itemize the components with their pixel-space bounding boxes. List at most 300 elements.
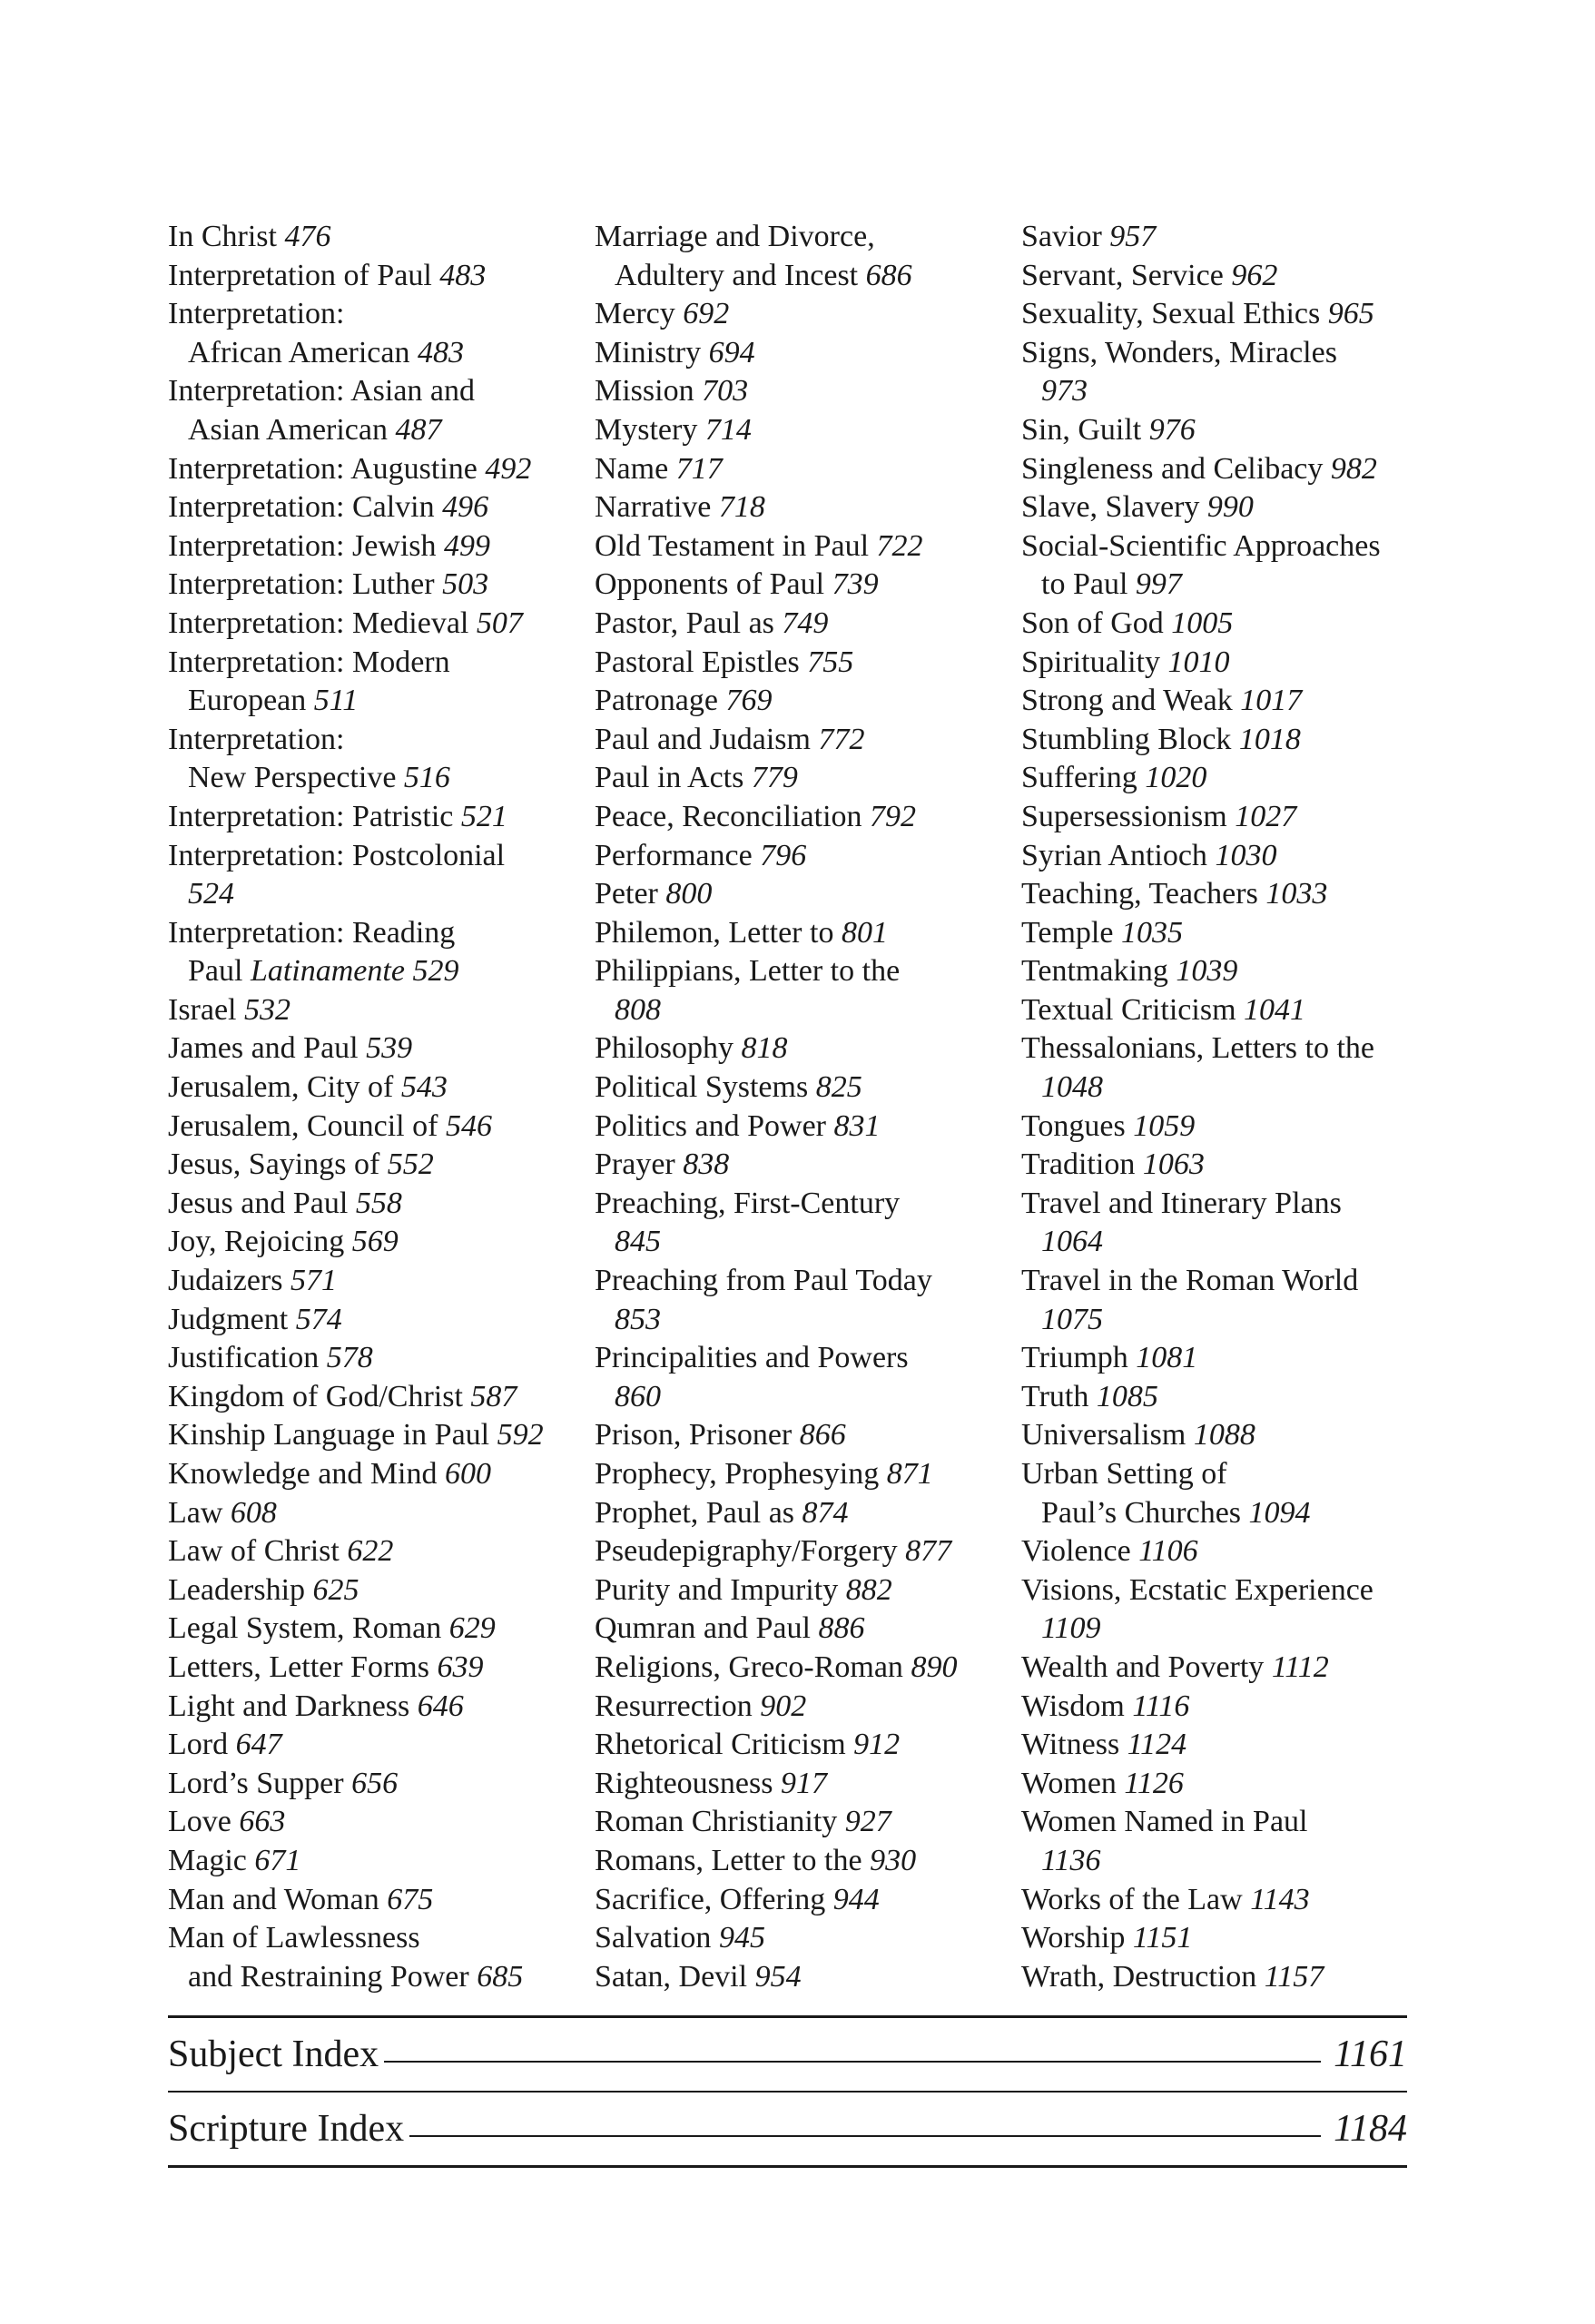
contents-entry [168, 1185, 595, 1224]
entry-page-number: 755 [807, 645, 854, 679]
contents-entry [595, 1571, 1021, 1610]
contents-entry [168, 1765, 595, 1804]
contents-entry [595, 334, 1021, 373]
entry-title: Jesus, Sayings of [168, 1147, 388, 1182]
entry-page-number: 954 [754, 1959, 802, 1994]
contents-entry [168, 837, 595, 876]
scripture-index-label: Scripture Index [168, 2108, 405, 2150]
entry-page-number: 997 [1135, 567, 1182, 602]
entry-page-number: 1124 [1127, 1728, 1187, 1762]
entry-page-number: 800 [665, 877, 713, 911]
contents-entry [595, 1532, 1021, 1571]
contents-entry [595, 1842, 1021, 1881]
entry-title: Syrian Antioch [1021, 838, 1216, 872]
contents-entry [595, 1262, 1021, 1301]
contents-entry [1021, 1571, 1421, 1610]
contents-entry [595, 721, 1021, 760]
contents-entry [595, 644, 1021, 683]
entry-page-number: 496 [442, 490, 489, 525]
contents-entry [595, 1494, 1021, 1533]
entry-page-number: 543 [400, 1070, 448, 1105]
entry-page-number: 1059 [1133, 1108, 1196, 1143]
contents-entry [1021, 1919, 1421, 1958]
contents-entry [1021, 1958, 1421, 1997]
contents-entry [595, 488, 1021, 527]
entry-page-number: 574 [295, 1302, 342, 1336]
contents-entry [1021, 1301, 1421, 1340]
entry-title: Adultery and Incest [615, 258, 866, 292]
entry-page-number: 1017 [1240, 684, 1303, 718]
entry-page-number: 779 [751, 761, 798, 795]
entry-title: Prophecy, Prophesying [595, 1457, 887, 1491]
entry-page-number: 511 [313, 684, 359, 718]
contents-entry [168, 1494, 595, 1533]
contents-entry [1021, 1223, 1421, 1262]
contents-entry [168, 1301, 595, 1340]
entry-page-number: 714 [704, 412, 752, 447]
entry-page-number: 703 [702, 374, 749, 409]
entry-title: Righteousness [595, 1766, 781, 1800]
entry-page-number: 1048 [1041, 1070, 1103, 1105]
entry-title: Worship [1021, 1921, 1133, 1955]
entry-page-number: 1157 [1264, 1959, 1324, 1994]
contents-entry [595, 1068, 1021, 1108]
entry-title: Witness [1021, 1728, 1127, 1762]
contents-entry [1021, 1108, 1421, 1147]
entry-page-number: 927 [844, 1805, 891, 1839]
entry-page-number: 1039 [1176, 954, 1238, 989]
entry-page-number: 874 [802, 1495, 849, 1530]
entry-title: Women [1021, 1766, 1125, 1800]
contents-entry [168, 1571, 595, 1610]
contents-entry [595, 991, 1021, 1030]
entry-title: Letters, Letter Forms [168, 1649, 438, 1684]
entry-page-number: 622 [347, 1534, 394, 1569]
entry-page-number: 838 [683, 1147, 730, 1182]
entry-title: Salvation [595, 1921, 719, 1955]
entry-page-number: 529 [412, 954, 459, 989]
entry-title: Principalities and Powers [595, 1341, 909, 1375]
contents-entry [595, 605, 1021, 644]
contents-entry [595, 372, 1021, 411]
contents-entry [1021, 914, 1421, 953]
entry-title: Knowledge and Mind [168, 1457, 446, 1491]
contents-entry [1021, 566, 1421, 605]
contents-entry [168, 1842, 595, 1881]
entry-title: Philippians, Letter to the [595, 954, 901, 989]
contents-entry [1021, 1726, 1421, 1765]
contents-entry [595, 1610, 1021, 1649]
entry-title: Romans, Letter to the [595, 1843, 871, 1877]
entry-title: Light and Darkness [168, 1689, 418, 1723]
contents-entry [595, 295, 1021, 334]
entry-page-number: 476 [284, 220, 331, 253]
contents-entry [1021, 875, 1421, 914]
entry-page-number: 483 [439, 258, 487, 292]
entry-title: Name [595, 451, 676, 486]
contents-entry [1021, 411, 1421, 450]
contents-entry [595, 682, 1021, 721]
entry-page-number: 483 [418, 335, 464, 369]
contents-entry [595, 450, 1021, 489]
entry-title: Interpretation: Modern [168, 645, 450, 679]
entry-page-number: 524 [188, 877, 234, 911]
entry-title: Leadership [168, 1572, 313, 1607]
entry-page-number: 1027 [1235, 799, 1297, 833]
contents-entry [1021, 1455, 1421, 1494]
contents-entry [595, 1108, 1021, 1147]
entry-title: Kingdom of God/Christ [168, 1379, 471, 1413]
entry-title: New Perspective [188, 761, 404, 795]
entry-page-number: 608 [230, 1495, 277, 1530]
entry-page-number: 866 [799, 1418, 846, 1452]
entry-page-number: 1116 [1132, 1689, 1190, 1723]
entry-title: Textual Criticism [1021, 992, 1245, 1027]
entry-page-number: 957 [1109, 220, 1157, 253]
contents-entry [168, 527, 595, 566]
entry-page-number: 886 [818, 1611, 865, 1646]
entry-page-number: 1081 [1136, 1341, 1198, 1375]
entry-page-number: 592 [497, 1418, 544, 1452]
contents-entry [595, 1339, 1021, 1378]
contents-entry [1021, 1881, 1421, 1920]
entry-title: Slave, Slavery [1021, 490, 1207, 525]
entry-title: Israel [168, 992, 245, 1027]
entry-title: Interpretation: Jewish [168, 528, 445, 563]
entry-title: European [188, 684, 314, 718]
entry-page-number: 792 [870, 799, 917, 833]
entry-title: Travel and Itinerary Plans [1021, 1186, 1342, 1220]
entry-title: Lord’s Supper [168, 1766, 352, 1800]
contents-entry [168, 1029, 595, 1068]
entry-title: Jerusalem, City of [168, 1070, 401, 1105]
contents-entry [1021, 952, 1421, 991]
entry-title: and Restraining Power [188, 1959, 478, 1994]
contents-entry [168, 257, 595, 296]
entry-page-number: 990 [1206, 490, 1254, 525]
entry-page-number: 600 [445, 1457, 492, 1491]
contents-entry [595, 1185, 1021, 1224]
entry-page-number: 801 [841, 915, 888, 950]
entry-title: Lord [168, 1728, 236, 1762]
entry-page-number: 1020 [1145, 761, 1207, 795]
contents-entry [1021, 1185, 1421, 1224]
contents-entry [1021, 257, 1421, 296]
contents-entry [168, 914, 595, 953]
contents-entry [168, 566, 595, 605]
entry-page-number: 1094 [1248, 1495, 1311, 1530]
entry-title: Performance [595, 838, 761, 872]
entry-page-number: 694 [708, 335, 755, 369]
contents-entry [595, 1416, 1021, 1455]
entry-title: Visions, Ecstatic Experience [1021, 1572, 1373, 1607]
entry-page-number: 521 [460, 799, 507, 833]
entry-title: Jerusalem, Council of [168, 1108, 446, 1143]
entry-title: Mercy [595, 297, 684, 331]
entry-page-number: 1010 [1167, 645, 1230, 679]
contents-entry [595, 1378, 1021, 1417]
entry-title: Paul’s Churches [1041, 1495, 1249, 1530]
entry-title: Politics and Power [595, 1108, 834, 1143]
entry-page-number: 539 [366, 1031, 413, 1066]
entry-title: Qumran and Paul [595, 1611, 819, 1646]
contents-entry [168, 1649, 595, 1688]
entry-title: Interpretation: Luther [168, 567, 443, 602]
entry-title: Thessalonians, Letters to the [1021, 1031, 1375, 1066]
entry-page-number: 1088 [1193, 1418, 1255, 1452]
entry-page-number: 503 [442, 567, 489, 602]
entry-title: Wisdom [1021, 1689, 1133, 1723]
entry-title: Prison, Prisoner [595, 1418, 800, 1452]
contents-entry [595, 952, 1021, 991]
contents-entry [1021, 1610, 1421, 1649]
entry-page-number: 772 [818, 722, 865, 756]
contents-entry [1021, 1532, 1421, 1571]
entry-page-number: 558 [355, 1186, 402, 1220]
entry-page-number: 685 [477, 1959, 524, 1994]
entry-page-number: 663 [239, 1805, 286, 1839]
contents-entry [168, 1223, 595, 1262]
entry-title: Old Testament in Paul [595, 528, 877, 563]
entry-page-number: 965 [1327, 297, 1374, 331]
entry-title: Interpretation: [168, 722, 345, 756]
entry-page-number: 546 [445, 1108, 492, 1143]
contents-entry [168, 334, 595, 373]
contents-entry [168, 372, 595, 411]
contents-entry [595, 1146, 1021, 1185]
entry-title: Tradition [1021, 1147, 1143, 1182]
contents-entry [1021, 1378, 1421, 1417]
entry-page-number: 1064 [1041, 1225, 1103, 1259]
entry-title: Wealth and Poverty [1021, 1649, 1272, 1684]
entry-title: Narrative [595, 490, 719, 525]
contents-entry [1021, 991, 1421, 1030]
contents-entry [595, 411, 1021, 450]
contents-entry [1021, 527, 1421, 566]
entry-title: Social-Scientific Approaches [1021, 528, 1381, 563]
entry-title: Urban Setting of [1021, 1457, 1227, 1491]
entry-title: Philemon, Letter to [595, 915, 842, 950]
entry-page-number: 639 [437, 1649, 484, 1684]
contents-entry [168, 952, 595, 991]
contents-entry [168, 1881, 595, 1920]
contents-entry [168, 1958, 595, 1997]
contents-column-3 [1021, 218, 1421, 1996]
entry-title: Legal System, Roman [168, 1611, 449, 1646]
contents-entry [595, 1881, 1021, 1920]
entry-page-number: 656 [351, 1766, 399, 1800]
contents-column-1 [168, 218, 595, 1996]
entry-title: Resurrection [595, 1689, 761, 1723]
entry-page-number: 1035 [1120, 915, 1183, 950]
entry-page-number: 877 [905, 1534, 952, 1569]
contents-entry [168, 1803, 595, 1842]
entry-title: Pastoral Epistles [595, 645, 808, 679]
entry-title: Philosophy [595, 1031, 742, 1066]
contents-entry [595, 914, 1021, 953]
entry-title: Interpretation: [168, 297, 345, 331]
contents-entry [1021, 488, 1421, 527]
contents-column-2 [595, 218, 1021, 1996]
entry-page-number: 722 [876, 528, 923, 563]
entry-title: Rhetorical Criticism [595, 1728, 854, 1762]
entry-page-number: 962 [1231, 258, 1278, 292]
entry-title: Law [168, 1495, 231, 1530]
contents-entry [1021, 721, 1421, 760]
contents-entry [1021, 1494, 1421, 1533]
contents-entry [168, 1146, 595, 1185]
contents-entry [595, 218, 1021, 257]
contents-columns [168, 218, 1421, 1996]
entry-title: Opponents of Paul [595, 567, 832, 602]
entry-title: Interpretation: Postcolonial [168, 838, 506, 872]
contents-entry [1021, 759, 1421, 798]
entry-title: Roman Christianity [595, 1805, 845, 1839]
contents-entry [168, 1532, 595, 1571]
subject-index-label: Subject Index [168, 2034, 379, 2075]
entry-title: Magic [168, 1843, 255, 1877]
contents-entry [168, 488, 595, 527]
entry-page-number: 1085 [1096, 1379, 1158, 1413]
entry-page-number: 1106 [1138, 1534, 1198, 1569]
entry-title: Preaching, First-Century [595, 1186, 901, 1220]
contents-entry [595, 1726, 1021, 1765]
entry-page-number: 1143 [1250, 1882, 1310, 1916]
contents-entry [595, 837, 1021, 876]
entry-page-number: 917 [780, 1766, 827, 1800]
entry-title: Suffering [1021, 761, 1146, 795]
contents-entry [168, 1688, 595, 1727]
contents-entry [1021, 1649, 1421, 1688]
entry-title: James and Paul [168, 1031, 367, 1066]
contents-entry [1021, 372, 1421, 411]
contents-entry [595, 1649, 1021, 1688]
contents-entry [595, 1223, 1021, 1262]
leader-line [409, 2135, 1321, 2137]
entry-title: Signs, Wonders, Miracles [1021, 335, 1337, 369]
contents-entry [1021, 1146, 1421, 1185]
entry-page-number: 1136 [1041, 1843, 1101, 1877]
contents-entry [1021, 218, 1421, 257]
contents-entry [168, 991, 595, 1030]
contents-entry [595, 566, 1021, 605]
entry-title: Sacrifice, Offering [595, 1882, 833, 1916]
entry-page-number: 945 [718, 1921, 765, 1955]
contents-entry [1021, 1765, 1421, 1804]
entry-title: Interpretation: Reading [168, 915, 456, 950]
entry-page-number: 808 [615, 992, 661, 1027]
index-section [168, 2015, 1407, 2168]
entry-title: Pseudepigraphy/Forgery [595, 1534, 906, 1569]
contents-entry [168, 1339, 595, 1378]
entry-page-number: 569 [351, 1225, 399, 1259]
entry-title: Travel in the Roman World [1021, 1264, 1359, 1298]
entry-title: Purity and Impurity [595, 1572, 846, 1607]
entry-title: Mission [595, 374, 703, 409]
entry-page-number: 487 [395, 412, 442, 447]
scripture-index-row [168, 2093, 1407, 2165]
entry-title: Political Systems [595, 1070, 816, 1105]
contents-entry [168, 875, 595, 914]
entry-page-number: 973 [1041, 374, 1088, 409]
contents-entry [595, 759, 1021, 798]
contents-entry [168, 759, 595, 798]
entry-page-number: 516 [403, 761, 450, 795]
contents-entry [168, 605, 595, 644]
subject-index-page: 1161 [1334, 2034, 1407, 2075]
entry-page-number: 1126 [1124, 1766, 1184, 1800]
entry-page-number: 912 [853, 1728, 901, 1762]
contents-entry [1021, 837, 1421, 876]
entry-page-number: 944 [832, 1882, 880, 1916]
contents-entry [595, 1803, 1021, 1842]
contents-entry [168, 1416, 595, 1455]
contents-entry [1021, 334, 1421, 373]
entry-title: Triumph [1021, 1341, 1137, 1375]
entry-page-number: 1109 [1041, 1611, 1101, 1646]
contents-entry [595, 257, 1021, 296]
contents-entry [1021, 682, 1421, 721]
contents-entry [168, 1919, 595, 1958]
entry-title: Man and Woman [168, 1882, 388, 1916]
entry-page-number: 1075 [1041, 1302, 1103, 1336]
contents-entry [1021, 1803, 1421, 1842]
entry-title: Marriage and Divorce, [595, 220, 875, 253]
entry-page-number: 882 [845, 1572, 892, 1607]
entry-title: Preaching from Paul Today [595, 1264, 932, 1298]
contents-entry [1021, 1029, 1421, 1068]
entry-title: Asian American [188, 412, 396, 447]
entry-title: Judgment [168, 1302, 296, 1336]
entry-page-number: 860 [615, 1379, 661, 1413]
entry-title: Sexuality, Sexual Ethics [1021, 297, 1328, 331]
contents-entry [168, 450, 595, 489]
contents-entry [168, 295, 595, 334]
entry-page-number: 686 [865, 258, 912, 292]
entry-title: Prayer [595, 1147, 684, 1182]
entry-page-number: 1005 [1171, 606, 1234, 640]
contents-entry [595, 1765, 1021, 1804]
entry-title: Ministry [595, 335, 709, 369]
entry-title: Pastor, Paul as [595, 606, 783, 640]
entry-page-number: 499 [444, 528, 491, 563]
entry-title: Temple [1021, 915, 1121, 950]
scripture-index-page: 1184 [1334, 2108, 1407, 2150]
entry-title: In Christ [168, 220, 285, 253]
contents-entry [1021, 644, 1421, 683]
entry-page-number: 718 [718, 490, 765, 525]
entry-page-number: 692 [683, 297, 730, 331]
entry-page-number: 845 [615, 1225, 661, 1259]
entry-title: Interpretation: Asian and [168, 374, 476, 409]
entry-page-number: 890 [911, 1649, 958, 1684]
entry-title: Patronage [595, 684, 726, 718]
entry-page-number: 902 [760, 1689, 807, 1723]
entry-page-number: 871 [886, 1457, 933, 1491]
contents-entry [595, 1688, 1021, 1727]
entry-title: Women Named in Paul [1021, 1805, 1308, 1839]
contents-entry [595, 1958, 1021, 1997]
entry-page-number: 1030 [1215, 838, 1277, 872]
entry-title: Tentmaking [1021, 954, 1177, 989]
entry-page-number: 739 [832, 567, 879, 602]
entry-title: Wrath, Destruction [1021, 1959, 1265, 1994]
entry-page-number: 1063 [1142, 1147, 1205, 1182]
entry-title: Tongues [1021, 1108, 1134, 1143]
entry-title: to Paul [1041, 567, 1136, 602]
entry-title: Paul and Judaism [595, 722, 819, 756]
entry-page-number: 675 [387, 1882, 434, 1916]
